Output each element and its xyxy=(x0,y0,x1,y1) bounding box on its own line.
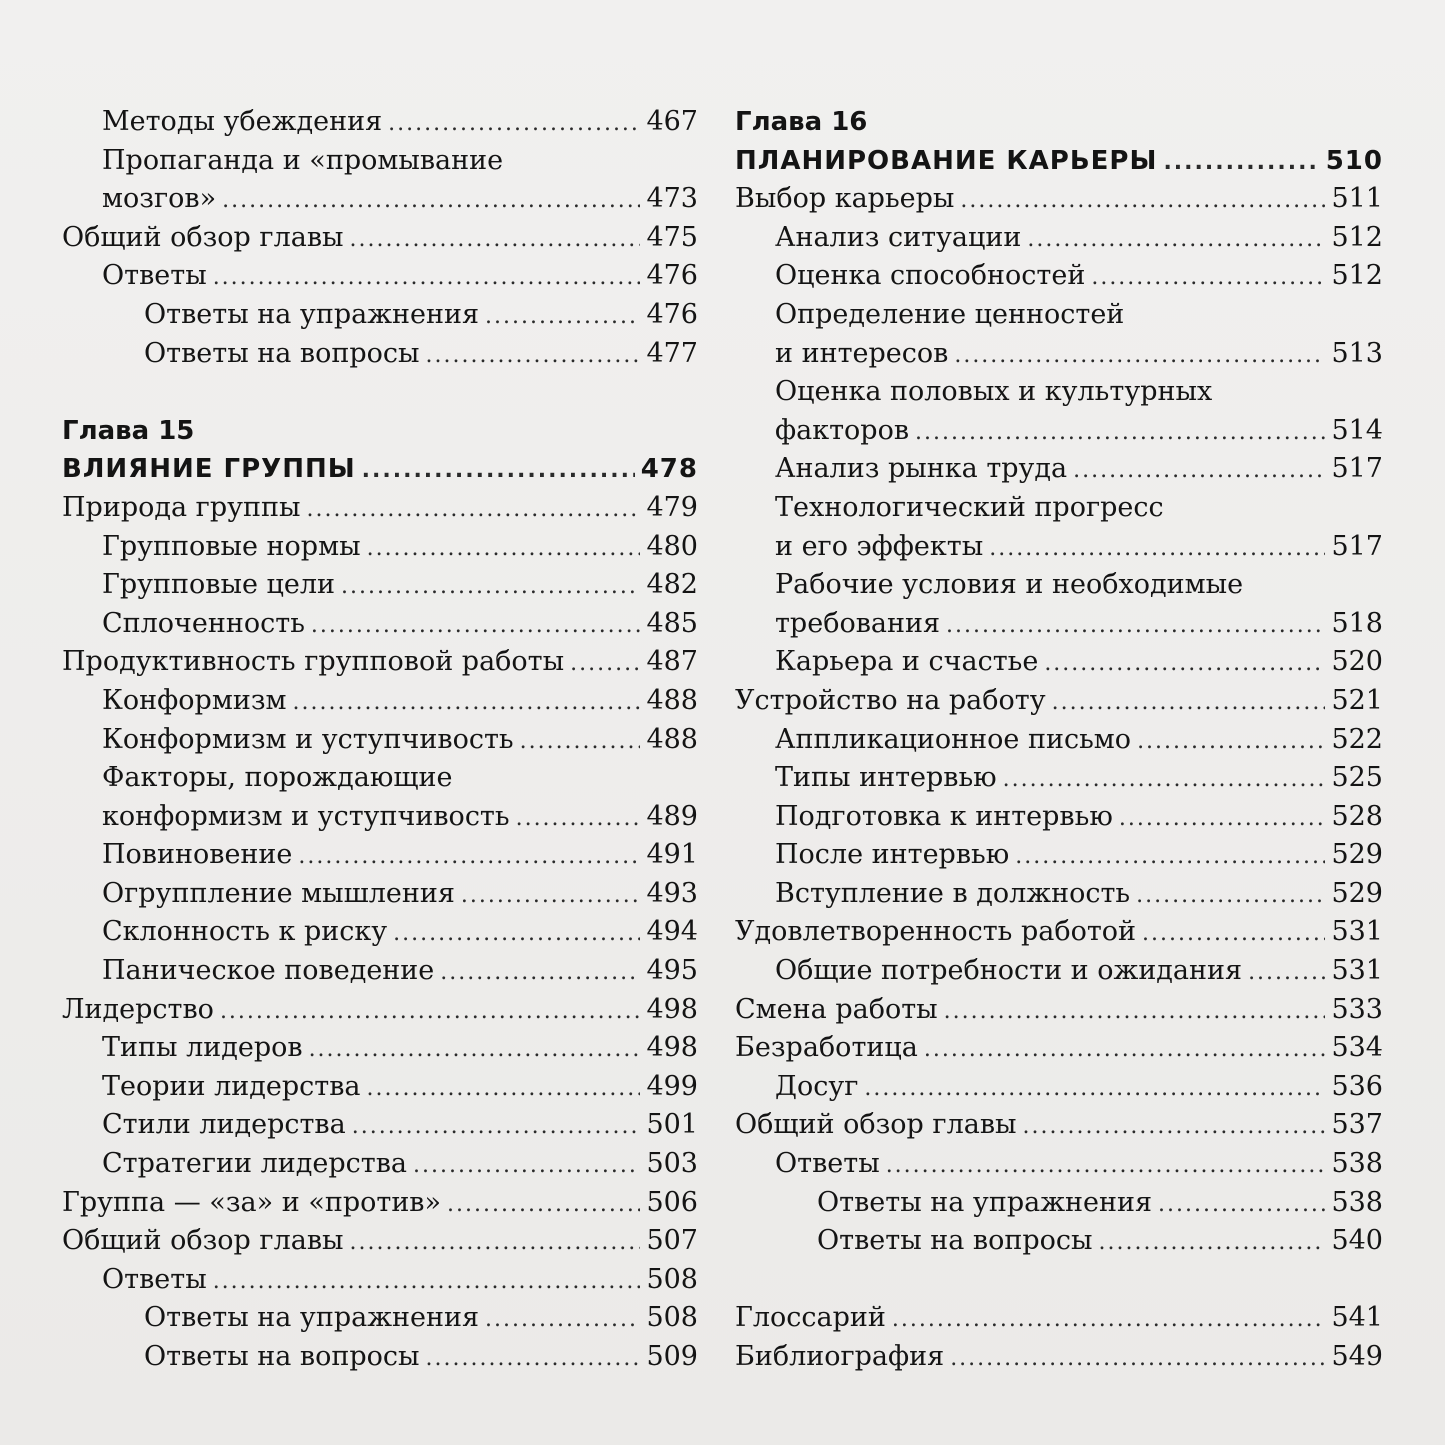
toc-entry-title: После интервью xyxy=(775,839,1010,871)
toc-page-number: 509 xyxy=(646,1341,698,1372)
toc-page-number: 491 xyxy=(646,839,698,871)
leader-dots xyxy=(350,221,641,260)
toc-entry-row xyxy=(775,450,1383,489)
toc-back-matter xyxy=(735,1299,1383,1376)
toc-entry-row xyxy=(775,605,1383,644)
toc-left-column xyxy=(62,103,698,1377)
toc-entry-row xyxy=(62,1184,698,1223)
leader-dots xyxy=(293,684,641,723)
toc-entry-row xyxy=(775,257,1383,296)
toc-entry-row xyxy=(102,180,698,219)
leader-dots xyxy=(886,1147,1326,1186)
toc-entry-title: Ответы на упражнения xyxy=(817,1186,1153,1218)
toc-entry[interactable] xyxy=(735,180,1383,219)
toc-entry-title: Методы убеждения xyxy=(102,106,383,137)
toc-entry[interactable] xyxy=(62,759,698,836)
toc-entry-title: Устройство на работу xyxy=(735,684,1046,716)
toc-entry-title: Ответы xyxy=(102,1263,207,1295)
toc-entry-title: Типы лидеров xyxy=(102,1032,303,1064)
toc-entry-row xyxy=(144,1299,698,1338)
toc-entry-row xyxy=(775,1145,1383,1184)
leader-dots xyxy=(426,337,641,376)
leader-dots xyxy=(350,1224,641,1263)
toc-entry-row xyxy=(62,643,698,682)
toc-entry[interactable] xyxy=(62,1145,698,1184)
toc-entry-title: Ответы на вопросы xyxy=(817,1225,1093,1257)
toc-page-number: 511 xyxy=(1331,183,1383,215)
toc-page-number: 529 xyxy=(1331,839,1383,871)
toc-entry-title: Аппликационное письмо xyxy=(775,723,1132,755)
toc-entry-title: Стили лидерства xyxy=(102,1109,346,1141)
toc-entry-title: Группа — «за» и «против» xyxy=(62,1186,442,1218)
toc-page-number: 506 xyxy=(646,1186,698,1218)
toc-entry[interactable] xyxy=(62,1106,698,1145)
leader-dots xyxy=(1023,1108,1326,1147)
toc-entry[interactable] xyxy=(735,489,1383,566)
toc-page-number: 493 xyxy=(646,877,698,909)
toc-page-number: 485 xyxy=(646,607,698,639)
toc-page-number: 473 xyxy=(646,183,698,215)
toc-entry-title: Стратегии лидерства xyxy=(102,1148,408,1180)
leader-dots xyxy=(1044,645,1325,684)
toc-entry-row xyxy=(775,335,1383,374)
toc-page-number: 495 xyxy=(646,955,698,987)
toc-entry[interactable] xyxy=(62,836,698,875)
toc-entry-title-line: Рабочие условия и необходимые xyxy=(775,569,1244,601)
toc-entry-title-line: Оценка половых и культурных xyxy=(775,376,1213,408)
toc-entry[interactable] xyxy=(62,142,698,219)
toc-entry-title: Типы интервью xyxy=(775,762,997,794)
toc-entry-row xyxy=(102,1145,698,1184)
toc-entry-row xyxy=(735,1338,1383,1377)
chapter-title: ВЛИЯНИЕ ГРУППЫ xyxy=(62,454,356,485)
toc-entry-title: Библиография xyxy=(735,1341,945,1372)
toc-entry-title: Повиновение xyxy=(102,839,293,871)
toc-entry-title: Склонность к риску xyxy=(102,916,388,948)
toc-entry-row xyxy=(817,1222,1383,1261)
toc-entry[interactable] xyxy=(735,721,1383,760)
toc-chapter-15-entries xyxy=(62,489,698,1377)
leader-dots xyxy=(1015,838,1325,877)
leader-dots xyxy=(298,838,640,877)
toc-entry-title: и его эффекты xyxy=(775,530,984,562)
leader-dots xyxy=(960,182,1325,221)
toc-entry[interactable] xyxy=(735,373,1383,450)
toc-entry-row xyxy=(102,1106,698,1145)
leader-dots xyxy=(447,1186,640,1225)
toc-entry[interactable] xyxy=(62,1068,698,1107)
toc-entry[interactable] xyxy=(735,219,1383,258)
toc-entry[interactable] xyxy=(62,257,698,296)
toc-entry-row xyxy=(735,913,1383,952)
toc-entry-title: Теории лидерства xyxy=(102,1070,361,1102)
toc-page-number: 512 xyxy=(1331,260,1383,292)
toc-entry-title: Общий обзор главы xyxy=(62,221,344,253)
chapter-page-number: 510 xyxy=(1325,145,1383,176)
toc-entry-title: Ответы xyxy=(775,1148,880,1180)
leader-dots xyxy=(892,1301,1326,1340)
toc-page-number: 514 xyxy=(1331,414,1383,446)
leader-dots xyxy=(1142,915,1325,954)
toc-entry-title: Природа группы xyxy=(62,491,301,523)
leader-dots xyxy=(1163,144,1319,183)
toc-entry[interactable] xyxy=(735,643,1383,682)
toc-entry-row xyxy=(102,1029,698,1068)
toc-entry-title: Вступление в должность xyxy=(775,877,1131,909)
toc-page-number: 517 xyxy=(1331,453,1383,485)
toc-entry-title: Паническое поведение xyxy=(102,955,435,987)
toc-page-number: 512 xyxy=(1331,221,1383,253)
leader-dots xyxy=(516,800,641,839)
toc-entry[interactable] xyxy=(735,1029,1383,1068)
leader-dots xyxy=(352,1108,641,1147)
toc-page-number: 476 xyxy=(646,298,698,330)
toc-page-number: 475 xyxy=(646,221,698,253)
toc-page-number: 508 xyxy=(646,1302,698,1334)
toc-entry-title: Глоссарий xyxy=(735,1302,886,1334)
toc-page-number: 549 xyxy=(1331,1341,1383,1372)
toc-entry-row xyxy=(62,991,698,1030)
toc-page-number: 507 xyxy=(646,1225,698,1257)
leader-dots xyxy=(1099,1224,1326,1263)
toc-entry-row xyxy=(102,103,698,142)
toc-entry[interactable] xyxy=(62,1299,698,1338)
toc-entry[interactable] xyxy=(62,605,698,644)
toc-page-number: 488 xyxy=(646,684,698,716)
leader-dots xyxy=(367,1070,641,1109)
toc-entry-title: Групповые цели xyxy=(102,569,336,601)
leader-dots xyxy=(954,337,1325,376)
toc-entry-title-line: Определение ценностей xyxy=(775,298,1125,330)
toc-entry[interactable] xyxy=(735,1338,1383,1377)
toc-entry-row xyxy=(735,991,1383,1030)
toc-entry-row xyxy=(102,836,698,875)
toc-entry[interactable] xyxy=(62,219,698,258)
toc-entry-title: Смена работы xyxy=(735,993,938,1025)
toc-page-number: 541 xyxy=(1331,1302,1383,1334)
toc-entry-title: Подготовка к интервью xyxy=(775,800,1113,832)
toc-entry-title: Лидерство xyxy=(62,993,214,1025)
toc-entry[interactable] xyxy=(62,1222,698,1261)
toc-page-number: 529 xyxy=(1331,877,1383,909)
leader-dots xyxy=(440,954,640,993)
toc-entry[interactable] xyxy=(735,952,1383,991)
toc-entry-row xyxy=(102,952,698,991)
toc-entry-title: Оценка способностей xyxy=(775,260,1086,292)
leader-dots xyxy=(1027,221,1325,260)
toc-entry[interactable] xyxy=(735,991,1383,1030)
toc-entry-row xyxy=(775,952,1383,991)
toc-entry-title: Ответы на вопросы xyxy=(144,1341,420,1372)
toc-entry-row xyxy=(102,257,698,296)
toc-entry-row xyxy=(62,219,698,258)
toc-entry-title: Безработица xyxy=(735,1032,918,1064)
toc-page-number: 498 xyxy=(646,993,698,1025)
toc-entry[interactable] xyxy=(62,528,698,567)
toc-entry-row xyxy=(775,412,1383,451)
toc-entry-row xyxy=(144,296,698,335)
leader-dots xyxy=(1119,800,1326,839)
toc-entry[interactable] xyxy=(62,1261,698,1300)
toc-entry-title-line: Факторы, порождающие xyxy=(102,762,453,794)
leader-dots xyxy=(1073,452,1325,491)
toc-page-number: 498 xyxy=(646,1032,698,1064)
toc-entry[interactable] xyxy=(62,952,698,991)
toc-entry[interactable] xyxy=(62,296,698,335)
toc-entry-title: Общие потребности и ожидания xyxy=(775,955,1243,987)
toc-page-number: 536 xyxy=(1331,1070,1383,1102)
toc-top-entries xyxy=(62,103,698,373)
spacer xyxy=(62,373,698,412)
toc-entry-row xyxy=(102,528,698,567)
toc-entry-title: Карьера и счастье xyxy=(775,646,1039,678)
toc-page-number: 533 xyxy=(1331,993,1383,1025)
toc-entry-row xyxy=(775,1068,1383,1107)
toc-entry-row xyxy=(735,1029,1383,1068)
toc-page-number: 477 xyxy=(646,337,698,369)
toc-entry[interactable] xyxy=(735,450,1383,489)
leader-dots xyxy=(341,568,640,607)
toc-page-number: 476 xyxy=(646,260,698,292)
toc-entry[interactable] xyxy=(62,643,698,682)
toc-page-number: 508 xyxy=(646,1263,698,1295)
toc-page-number: 525 xyxy=(1331,762,1383,794)
toc-entry-title: Досуг xyxy=(775,1070,859,1102)
toc-page-number: 528 xyxy=(1331,800,1383,832)
toc-page-number: 517 xyxy=(1331,530,1383,562)
toc-page-number: 518 xyxy=(1331,607,1383,639)
toc-entry[interactable] xyxy=(62,566,698,605)
toc-entry-row xyxy=(102,1261,698,1300)
toc-entry-title: Анализ ситуации xyxy=(775,221,1022,253)
toc-entry-row xyxy=(735,1299,1383,1338)
toc-entry-title: мозгов» xyxy=(102,183,217,215)
toc-page-number: 494 xyxy=(646,916,698,948)
leader-dots xyxy=(1091,259,1325,298)
toc-entry-row xyxy=(775,643,1383,682)
toc-entry[interactable] xyxy=(62,875,698,914)
leader-dots xyxy=(362,452,635,491)
toc-entry[interactable] xyxy=(62,991,698,1030)
leader-dots xyxy=(393,915,640,954)
leader-dots xyxy=(924,1031,1326,1070)
toc-entry-row xyxy=(102,566,698,605)
toc-page-number: 531 xyxy=(1331,955,1383,987)
toc-entry[interactable] xyxy=(735,1222,1383,1261)
leader-dots xyxy=(944,993,1326,1032)
toc-entry-row xyxy=(144,335,698,374)
toc-page-number: 467 xyxy=(646,106,698,137)
toc-entry[interactable] xyxy=(62,1338,698,1377)
leader-dots xyxy=(388,105,640,144)
chapter-heading[interactable] xyxy=(62,450,698,489)
toc-entry[interactable] xyxy=(735,836,1383,875)
toc-entry[interactable] xyxy=(735,257,1383,296)
toc-entry-title-line: Пропаганда и «промывание xyxy=(102,144,504,176)
toc-entry-row xyxy=(144,1338,698,1377)
toc-entry[interactable] xyxy=(735,296,1383,373)
toc-entry-row xyxy=(735,682,1383,721)
toc-entry[interactable] xyxy=(735,759,1383,798)
toc-entry-row xyxy=(735,1106,1383,1145)
toc-entry-title: Продуктивность групповой работы xyxy=(62,646,565,678)
toc-page-number: 513 xyxy=(1331,337,1383,369)
toc-page-number: 521 xyxy=(1331,684,1383,716)
toc-page-number: 520 xyxy=(1331,646,1383,678)
toc-entry[interactable] xyxy=(62,1184,698,1223)
toc-entry-row xyxy=(775,219,1383,258)
chapter-heading[interactable] xyxy=(735,142,1383,181)
leader-dots xyxy=(1248,954,1325,993)
toc-page-number: 479 xyxy=(646,491,698,523)
toc-entry-title: Общий обзор главы xyxy=(62,1225,344,1257)
toc-entry[interactable] xyxy=(62,1029,698,1068)
toc-entry-row xyxy=(775,528,1383,567)
leader-dots xyxy=(1052,684,1326,723)
toc-page-number: 537 xyxy=(1331,1109,1383,1141)
toc-entry-title: Ответы на вопросы xyxy=(144,337,420,369)
toc-entry-row xyxy=(62,489,698,528)
leader-dots xyxy=(1003,761,1326,800)
leader-dots xyxy=(1136,877,1325,916)
toc-chapter-16-entries xyxy=(735,180,1383,1261)
toc-entry-row xyxy=(817,1184,1383,1223)
toc-entry[interactable] xyxy=(62,913,698,952)
leader-dots xyxy=(426,1340,641,1379)
leader-dots xyxy=(864,1070,1325,1109)
toc-page-number: 487 xyxy=(646,646,698,678)
leader-dots xyxy=(520,723,641,762)
leader-dots xyxy=(306,491,640,530)
toc-entry-title: Огруппление мышления xyxy=(102,877,455,909)
toc-entry-row xyxy=(775,721,1383,760)
toc-page-number: 499 xyxy=(646,1070,698,1102)
toc-entry-row xyxy=(102,605,698,644)
leader-dots xyxy=(946,607,1325,646)
leader-dots xyxy=(413,1147,640,1186)
toc-entry-title: Удовлетворенность работой xyxy=(735,916,1137,948)
toc-entry-row xyxy=(102,875,698,914)
toc-page-number: 482 xyxy=(646,569,698,601)
toc-entry-row xyxy=(775,759,1383,798)
toc-entry-row xyxy=(775,836,1383,875)
toc-entry-title: конформизм и уступчивость xyxy=(102,800,510,832)
toc-right-column xyxy=(735,103,1383,1377)
leader-dots xyxy=(213,1263,641,1302)
toc-page-number: 501 xyxy=(646,1109,698,1141)
toc-entry[interactable] xyxy=(735,682,1383,721)
toc-entry-row xyxy=(735,180,1383,219)
leader-dots xyxy=(1137,723,1325,762)
chapter-label: Глава 16 xyxy=(735,107,868,137)
toc-page-number: 538 xyxy=(1331,1148,1383,1180)
toc-entry-row xyxy=(102,798,698,837)
toc-entry-row xyxy=(102,682,698,721)
leader-dots xyxy=(570,645,640,684)
toc-entry[interactable] xyxy=(735,1068,1383,1107)
toc-entry-row xyxy=(102,721,698,760)
toc-page-number: 534 xyxy=(1331,1032,1383,1064)
toc-entry[interactable] xyxy=(735,1106,1383,1145)
toc-entry-title: Конформизм и уступчивость xyxy=(102,723,514,755)
toc-page-number: 540 xyxy=(1331,1225,1383,1257)
leader-dots xyxy=(222,182,640,221)
leader-dots xyxy=(220,993,641,1032)
leader-dots xyxy=(213,259,641,298)
leader-dots xyxy=(485,1301,640,1340)
toc-entry-title: Выбор карьеры xyxy=(735,183,955,215)
toc-page-number: 503 xyxy=(646,1148,698,1180)
toc-page-number: 480 xyxy=(646,530,698,562)
toc-entry-row xyxy=(102,1068,698,1107)
leader-dots xyxy=(950,1340,1325,1379)
toc-entry[interactable] xyxy=(735,1145,1383,1184)
toc-entry[interactable] xyxy=(62,489,698,528)
toc-entry[interactable] xyxy=(62,721,698,760)
toc-entry-title: Конформизм xyxy=(102,684,287,716)
toc-page-number: 522 xyxy=(1331,723,1383,755)
toc-entry[interactable] xyxy=(62,335,698,374)
chapter-label: Глава 15 xyxy=(62,415,195,446)
toc-entry[interactable] xyxy=(735,875,1383,914)
leader-dots xyxy=(461,877,641,916)
leader-dots xyxy=(485,298,640,337)
toc-entry[interactable] xyxy=(62,682,698,721)
toc-entry-title: Ответы на упражнения xyxy=(144,298,480,330)
toc-entry[interactable] xyxy=(735,1184,1383,1223)
toc-entry[interactable] xyxy=(62,103,698,142)
toc-entry[interactable] xyxy=(735,566,1383,643)
toc-entry-title: Групповые нормы xyxy=(102,530,361,562)
toc-page-number: 531 xyxy=(1331,916,1383,948)
chapter-page-number: 478 xyxy=(640,454,698,485)
leader-dots xyxy=(309,1031,641,1070)
leader-dots xyxy=(311,607,641,646)
toc-entry-row xyxy=(62,1222,698,1261)
toc-page-number: 488 xyxy=(646,723,698,755)
leader-dots xyxy=(989,530,1325,569)
toc-page-number: 538 xyxy=(1331,1186,1383,1218)
toc-entry-title: факторов xyxy=(775,414,910,446)
toc-entry-title: Ответы на упражнения xyxy=(144,1302,480,1334)
toc-entry[interactable] xyxy=(735,1299,1383,1338)
toc-entry-title-line: Технологический прогресс xyxy=(775,491,1164,523)
toc-entry-row xyxy=(775,798,1383,837)
spacer xyxy=(735,1261,1383,1300)
toc-page-number: 489 xyxy=(646,800,698,832)
toc-entry-title: Общий обзор главы xyxy=(735,1109,1017,1141)
toc-entry-title: Сплоченность xyxy=(102,607,305,639)
toc-entry[interactable] xyxy=(735,913,1383,952)
toc-entry-title: Ответы xyxy=(102,260,207,292)
toc-entry-title: требования xyxy=(775,607,941,639)
leader-dots xyxy=(367,530,641,569)
chapter-title: ПЛАНИРОВАНИЕ КАРЬЕРЫ xyxy=(735,145,1158,176)
toc-entry-title: Анализ рынка труда xyxy=(775,453,1068,485)
toc-entry-title: и интересов xyxy=(775,337,949,369)
toc-entry-row xyxy=(775,875,1383,914)
leader-dots xyxy=(1158,1186,1325,1225)
leader-dots xyxy=(915,414,1325,453)
toc-entry[interactable] xyxy=(735,798,1383,837)
toc-entry-row xyxy=(102,913,698,952)
